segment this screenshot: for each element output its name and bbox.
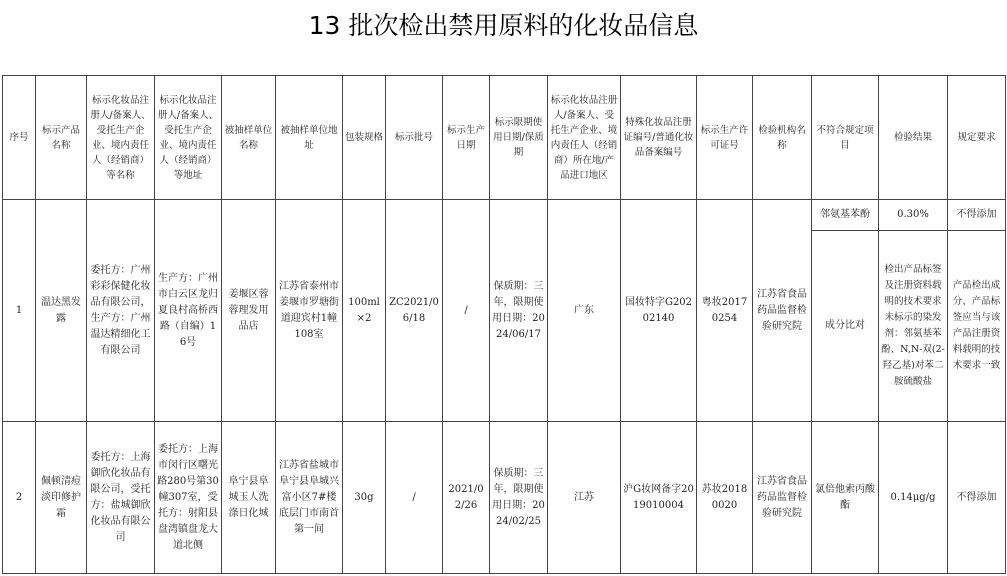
column-header: 特殊化妆品注册证编号/普通化妆品备案编号 — [621, 76, 697, 200]
test-result: 0.14μg/g — [879, 422, 948, 574]
product-name: 温达黑发露 — [36, 200, 87, 422]
table-row — [3, 200, 1006, 231]
expiry-date: 保质期：三年，限期使用日期：2024/02/25 — [490, 422, 548, 574]
column-header: 包装规格 — [343, 76, 386, 200]
column-header: 标示化妆品注册人/备案人、受托生产企业、境内责任人（经销商）等名称 — [87, 76, 155, 200]
product-name: 佩顿清痘淡印修护霜 — [36, 422, 87, 574]
noncompliant-item: 邻氨基苯酚 — [812, 200, 879, 231]
column-header: 标示化妆品注册人/备案人、受托生产企业、境内责任人（经销商）所在地/产品进口地区 — [548, 76, 621, 200]
row-number: 1 — [3, 200, 36, 422]
noncompliant-item: 成分比对 — [812, 231, 879, 422]
noncompliant-item: 氯倍他索丙酸酯 — [812, 422, 879, 574]
column-header: 标示化妆品注册人/备案人、受托生产企业、境内责任人（经销商）等地址 — [155, 76, 222, 200]
requirement: 不得添加 — [948, 200, 1006, 231]
row-number: 2 — [3, 422, 36, 574]
testing-lab: 江苏省食品药品监督检验研究院 — [753, 422, 812, 574]
column-header: 被抽样单位名称 — [222, 76, 276, 200]
origin-region: 广东 — [548, 200, 621, 422]
table-row — [3, 422, 1006, 574]
column-header: 标示生产日期 — [443, 76, 490, 200]
page-title: 13 批次检出禁用原料的化妆品信息 — [308, 11, 699, 40]
production-date: / — [443, 200, 490, 422]
sampled-unit-address: 江苏省泰州市姜堰市罗塘街道迎宾村1幢108室 — [276, 200, 343, 422]
package-spec: 30g — [343, 422, 386, 574]
column-header: 被抽样单位地址 — [276, 76, 343, 200]
column-header: 标示批号 — [386, 76, 443, 200]
table-header-row — [3, 76, 1006, 200]
column-header: 检验机构名称 — [753, 76, 812, 200]
origin-region: 江苏 — [548, 422, 621, 574]
column-header: 检验结果 — [879, 76, 948, 200]
column-header: 标示限期使用日期/保质期 — [490, 76, 548, 200]
production-license: 粤妆20170254 — [697, 200, 753, 422]
production-date: 2021/02/26 — [443, 422, 490, 574]
requirement: 产品检出成分、产品标签应当与该产品注册资料载明的技术要求一致 — [948, 231, 1006, 422]
certificate-number: 沪G妆网备字2019010004 — [621, 422, 697, 574]
inspection-table — [2, 75, 1006, 574]
company-name: 委托方：上海御欣化妆品有限公司，受托方：盐城御欣化妆品有限公司 — [87, 422, 155, 574]
expiry-date: 保质期：三年，限期使用日期：2024/06/17 — [490, 200, 548, 422]
column-header: 序号 — [3, 76, 36, 200]
certificate-number: 国妆特字G20202140 — [621, 200, 697, 422]
batch-number: ZC2021/06/18 — [386, 200, 443, 422]
requirement: 不得添加 — [948, 422, 1006, 574]
testing-lab: 江苏省食品药品监督检验研究院 — [753, 200, 812, 422]
batch-number: / — [386, 422, 443, 574]
sampled-unit-address: 江苏省盐城市阜宁县阜城兴富小区7#楼底层门市南首第一间 — [276, 422, 343, 574]
column-header: 标示生产许可证号 — [697, 76, 753, 200]
company-address: 生产方：广州市白云区龙归夏良村高桥西路（自编）16号 — [155, 200, 222, 422]
sampled-unit-name: 姜堰区蓉蓉理发用品店 — [222, 200, 276, 422]
column-header: 规定要求 — [948, 76, 1006, 200]
company-address: 委托方：上海市闵行区曙光路280号第30幢307室，受托方：射阳县盘湾镇盘龙大道北侧 — [155, 422, 222, 574]
production-license: 苏妆20180020 — [697, 422, 753, 574]
column-header: 标示产品名称 — [36, 76, 87, 200]
test-result: 检出产品标签及注册资料载明的技术要求未标示的染发剂：邻氨基苯酚、N,N-双(2-羟乙基)对苯二胺硫酸盐 — [879, 231, 948, 422]
column-header: 不符合规定项目 — [812, 76, 879, 200]
test-result: 0.30% — [879, 200, 948, 231]
sampled-unit-name: 阜宁县阜城玉人洗涤日化城 — [222, 422, 276, 574]
company-name: 委托方：广州彩彩保健化妆品有限公司，生产方：广州温达精细化工有限公司 — [87, 200, 155, 422]
package-spec: 100ml×2 — [343, 200, 386, 422]
